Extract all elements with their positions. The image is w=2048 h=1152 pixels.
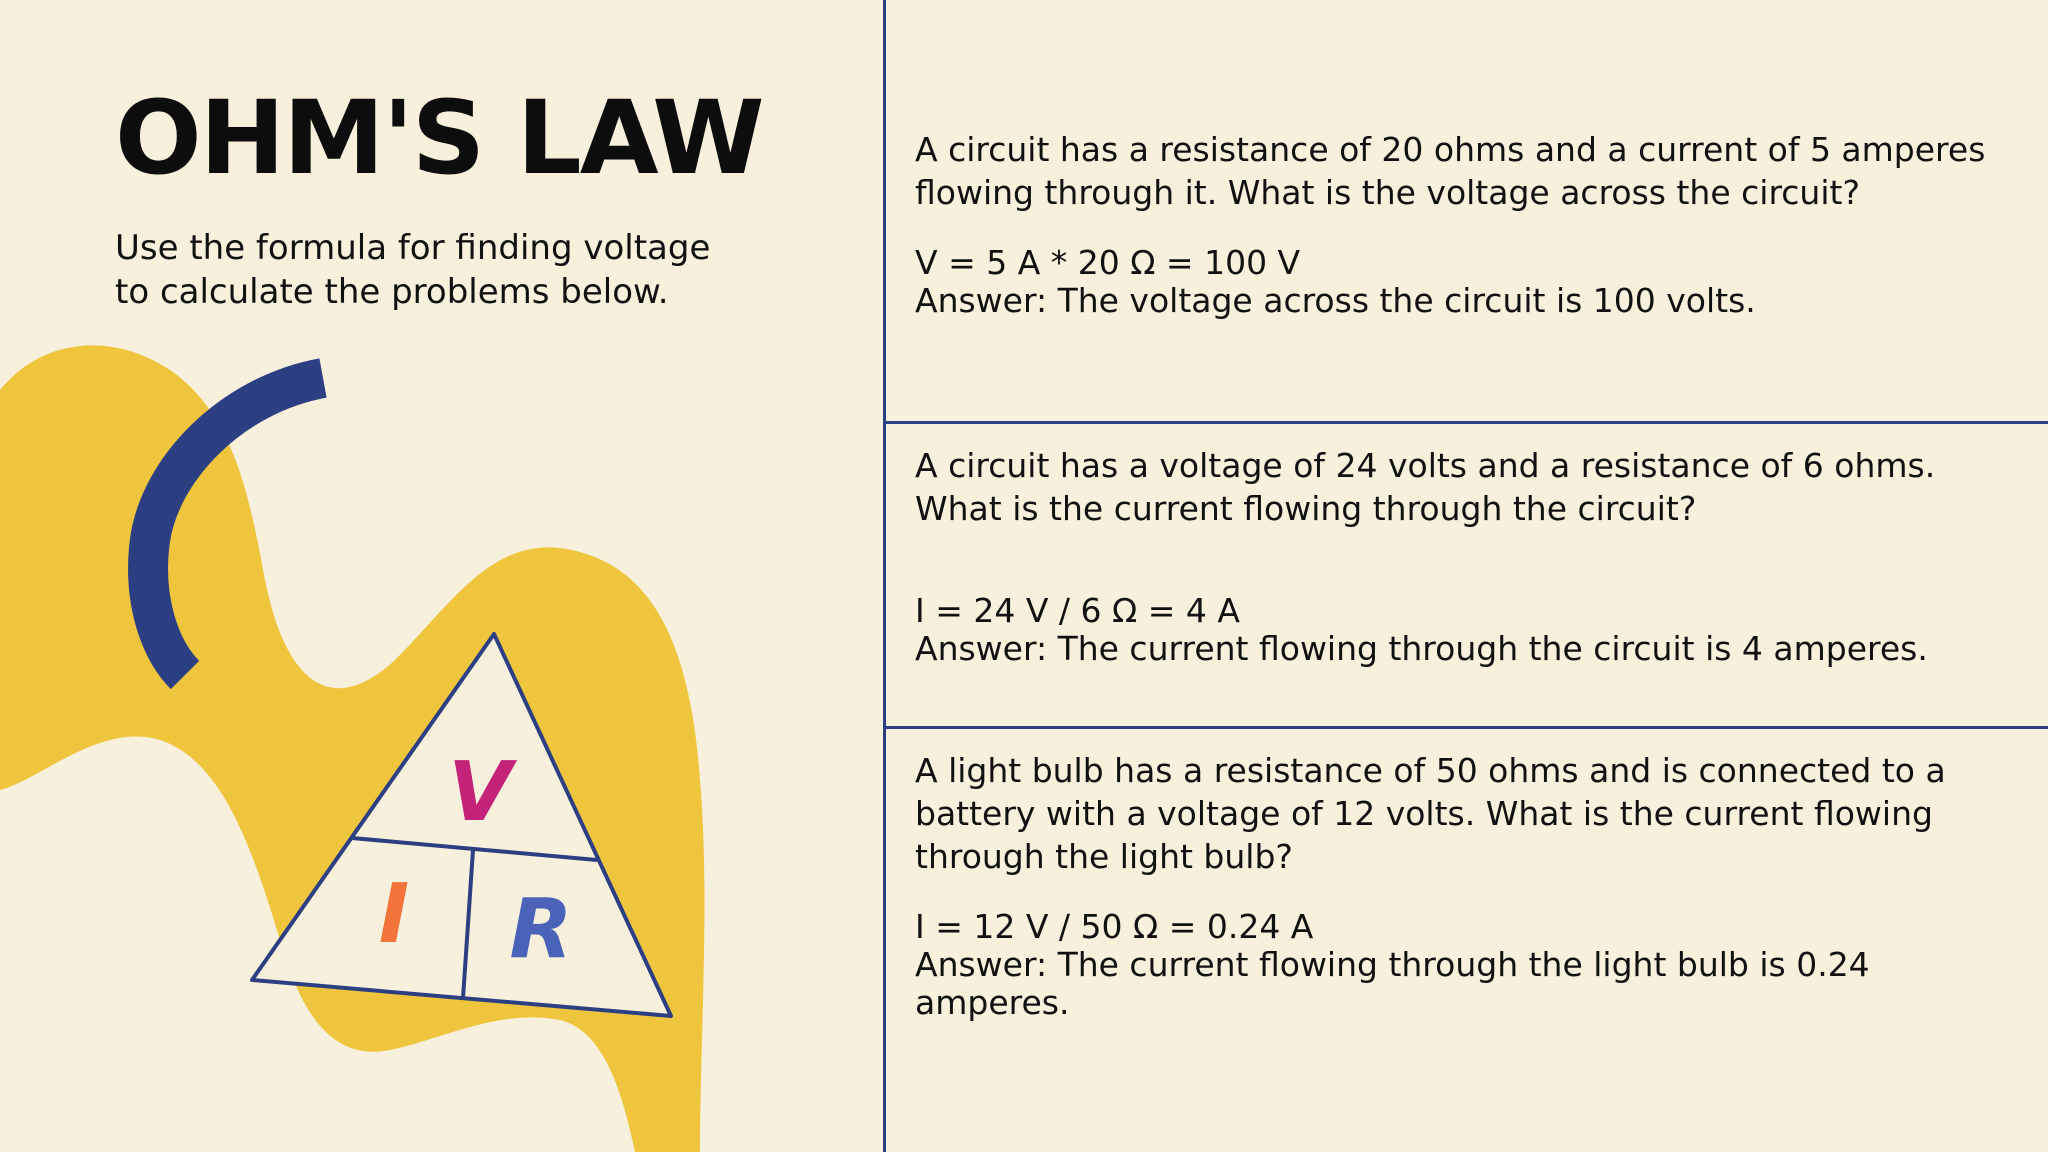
horizontal-divider-2 <box>886 726 2048 729</box>
problem-question: A light bulb has a resistance of 50 ohms and is connected to a battery with a voltage of 12 volts. What is the current flowing through the light bulb? <box>915 751 1946 876</box>
problem-1 <box>915 128 2025 320</box>
vertical-divider <box>883 0 886 1152</box>
problem-calculation: I = 12 V / 50 Ω = 0.24 A <box>915 907 1314 946</box>
problem-answer: Answer: The current flowing through the circuit is 4 amperes. <box>915 629 1928 668</box>
triangle-letter-i: I <box>378 867 410 962</box>
triangle-letter-r: R <box>509 882 573 977</box>
horizontal-divider-1 <box>886 421 2048 424</box>
problem-3 <box>915 749 2025 1022</box>
page-title: OHM'S LAW <box>115 79 763 198</box>
problem-calculation: I = 24 V / 6 Ω = 4 A <box>915 591 1240 630</box>
page-subtitle: Use the formula for finding voltage to calculate the problems below. <box>115 228 711 312</box>
problem-answer: Answer: The current flowing through the light bulb is 0.24 amperes. <box>915 945 1870 1022</box>
yellow-blob-shape <box>0 345 704 1152</box>
problem-calculation: V = 5 A * 20 Ω = 100 V <box>915 243 1301 282</box>
problem-question: A circuit has a voltage of 24 volts and a resistance of 6 ohms. What is the current flowing through the circuit? <box>915 446 1936 528</box>
problem-answer: Answer: The voltage across the circuit is 100 volts. <box>915 281 1756 320</box>
triangle-letter-v: V <box>448 745 512 840</box>
problem-2 <box>915 444 2025 668</box>
problem-question: A circuit has a resistance of 20 ohms and a current of 5 amperes flowing through it. What is the voltage across the circuit? <box>915 130 1986 212</box>
